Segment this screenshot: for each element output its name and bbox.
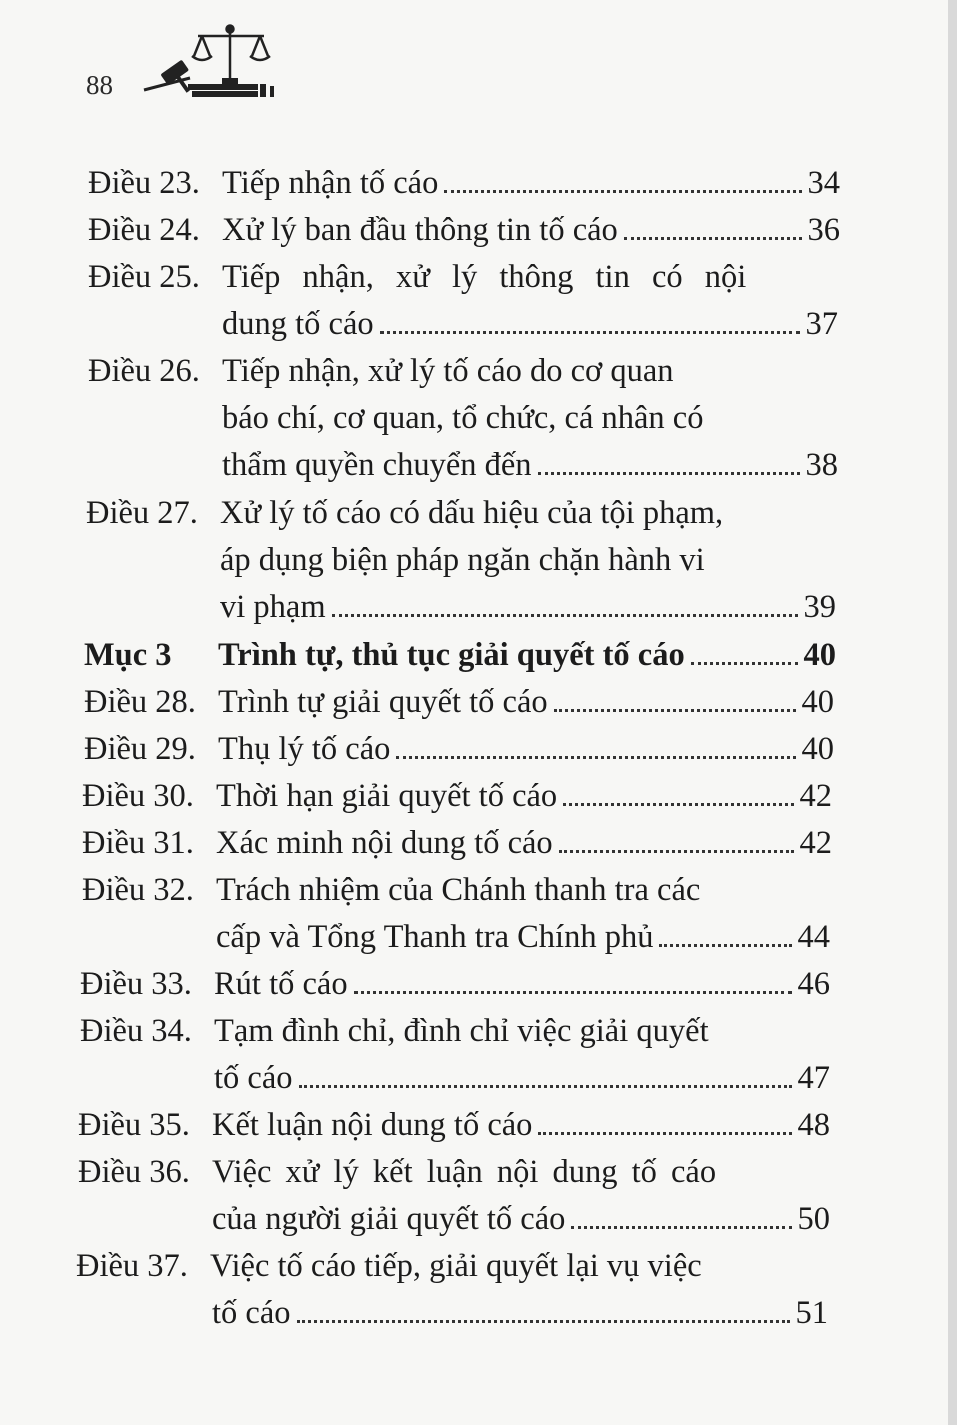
dot-leader bbox=[538, 1131, 791, 1135]
entry-title: Tạm đình chỉ, đình chỉ việc giải quyết bbox=[214, 1013, 709, 1049]
entry-page: 38 bbox=[805, 447, 838, 483]
dot-leader bbox=[444, 189, 801, 193]
entry-title: Thời hạn giải quyết tố cáo bbox=[216, 778, 558, 814]
entry-label: Điều 23. bbox=[88, 165, 200, 201]
entry-title-continued: báo chí, cơ quan, tổ chức, cá nhân có bbox=[222, 400, 704, 436]
entry-page: 47 bbox=[797, 1060, 830, 1096]
toc-entry bbox=[88, 162, 840, 204]
entry-label: Điều 29. bbox=[84, 731, 196, 767]
scales-and-gavel-icon bbox=[142, 22, 282, 102]
entry-title: Xác minh nội dung tố cáo bbox=[216, 825, 553, 861]
entry-page: 42 bbox=[799, 778, 832, 814]
entry-label: Điều 33. bbox=[80, 966, 192, 1002]
entry-title: Kết luận nội dung tố cáo bbox=[212, 1107, 533, 1143]
toc-entry bbox=[76, 1245, 768, 1287]
dot-leader bbox=[571, 1225, 791, 1229]
toc-entry bbox=[88, 209, 840, 251]
dot-leader bbox=[659, 943, 791, 947]
entry-page: 34 bbox=[807, 165, 840, 201]
entry-label: Điều 31. bbox=[82, 825, 194, 861]
toc-entry-continuation bbox=[222, 397, 782, 439]
toc-entry bbox=[82, 822, 832, 864]
entry-page: 40 bbox=[801, 731, 834, 767]
toc-entry bbox=[84, 728, 834, 770]
entry-title: Tiếp nhận, xử lý thông tin có nội bbox=[222, 259, 747, 295]
dot-leader bbox=[380, 330, 800, 334]
dot-leader bbox=[554, 708, 796, 712]
entry-page: 40 bbox=[801, 684, 834, 720]
entry-title: Trách nhiệm của Chánh thanh tra các bbox=[216, 872, 701, 908]
dot-leader bbox=[297, 1319, 790, 1323]
entry-title: Trình tự giải quyết tố cáo bbox=[218, 684, 548, 720]
toc-entry bbox=[80, 963, 830, 1005]
entry-title-continued: thẩm quyền chuyển đến bbox=[222, 447, 532, 483]
toc-entry-continuation bbox=[222, 444, 838, 486]
toc-entry-continuation bbox=[220, 586, 836, 628]
entry-title-continued: cấp và Tổng Thanh tra Chính phủ bbox=[216, 919, 654, 955]
entry-title-continued: áp dụng biện pháp ngăn chặn hành vi bbox=[220, 542, 705, 578]
toc-entry-continuation bbox=[222, 303, 838, 345]
entry-title-continued: dung tố cáo bbox=[222, 306, 374, 342]
toc-entry bbox=[88, 350, 778, 392]
toc-section-heading bbox=[84, 634, 836, 676]
toc-entry-continuation bbox=[216, 916, 830, 958]
section-title: Trình tự, thủ tục giải quyết tố cáo bbox=[218, 637, 685, 673]
entry-page: 39 bbox=[803, 589, 836, 625]
entry-label: Điều 35. bbox=[78, 1107, 190, 1143]
entry-label: Điều 26. bbox=[88, 353, 200, 389]
toc-entry-continuation bbox=[212, 1198, 830, 1240]
toc-entry bbox=[78, 1151, 768, 1193]
entry-page: 50 bbox=[797, 1201, 830, 1237]
entry-page: 37 bbox=[805, 306, 838, 342]
entry-title: Rút tố cáo bbox=[214, 966, 348, 1002]
toc-entry bbox=[82, 869, 772, 911]
section-label: Mục 3 bbox=[84, 637, 172, 673]
toc-entry bbox=[84, 681, 834, 723]
entry-title: Tiếp nhận, xử lý tố cáo do cơ quan bbox=[222, 353, 674, 389]
dot-leader bbox=[624, 236, 802, 240]
entry-page: 40 bbox=[803, 637, 836, 673]
entry-page: 46 bbox=[797, 966, 830, 1002]
entry-label: Điều 27. bbox=[86, 495, 198, 531]
toc-entry bbox=[78, 1104, 830, 1146]
entry-page: 36 bbox=[807, 212, 840, 248]
entry-label: Điều 37. bbox=[76, 1248, 188, 1284]
entry-title-continued: của người giải quyết tố cáo bbox=[212, 1201, 566, 1237]
entry-page: 44 bbox=[797, 919, 830, 955]
dot-leader bbox=[538, 471, 800, 475]
entry-label: Điều 36. bbox=[78, 1154, 190, 1190]
toc-entry bbox=[82, 775, 832, 817]
toc-entry bbox=[86, 492, 776, 534]
entry-title: Xử lý ban đầu thông tin tố cáo bbox=[222, 212, 618, 248]
toc-entry-continuation bbox=[212, 1292, 828, 1334]
entry-page: 42 bbox=[799, 825, 832, 861]
entry-title: Thụ lý tố cáo bbox=[218, 731, 391, 767]
entry-label: Điều 32. bbox=[82, 872, 194, 908]
dot-leader bbox=[563, 802, 793, 806]
entry-page: 48 bbox=[797, 1107, 830, 1143]
dot-leader bbox=[354, 990, 792, 994]
toc-entry-continuation bbox=[220, 539, 780, 581]
dot-leader bbox=[396, 755, 795, 759]
entry-label: Điều 34. bbox=[80, 1013, 192, 1049]
entry-label: Điều 30. bbox=[82, 778, 194, 814]
dot-leader bbox=[559, 849, 794, 853]
entry-title-continued: tố cáo bbox=[214, 1060, 293, 1096]
entry-page: 51 bbox=[795, 1295, 828, 1331]
dot-leader bbox=[691, 661, 798, 665]
toc-entry-continuation bbox=[214, 1057, 830, 1099]
entry-title-continued: vi phạm bbox=[220, 589, 326, 625]
dot-leader bbox=[332, 613, 798, 617]
entry-label: Điều 25. bbox=[88, 259, 200, 295]
entry-title: Việc tố cáo tiếp, giải quyết lại vụ việc bbox=[210, 1248, 702, 1284]
entry-label: Điều 24. bbox=[88, 212, 200, 248]
page-number: 88 bbox=[86, 70, 113, 100]
dot-leader bbox=[299, 1084, 792, 1088]
entry-title: Tiếp nhận tố cáo bbox=[222, 165, 439, 201]
entry-label: Điều 28. bbox=[84, 684, 196, 720]
toc-entry bbox=[80, 1010, 770, 1052]
entry-title: Việc xử lý kết luận nội dung tố cáo bbox=[212, 1154, 717, 1190]
toc-entry bbox=[88, 256, 776, 298]
entry-title-continued: tố cáo bbox=[212, 1295, 291, 1331]
page-edge bbox=[948, 0, 957, 1425]
entry-title: Xử lý tố cáo có dấu hiệu của tội phạm, bbox=[220, 495, 724, 531]
